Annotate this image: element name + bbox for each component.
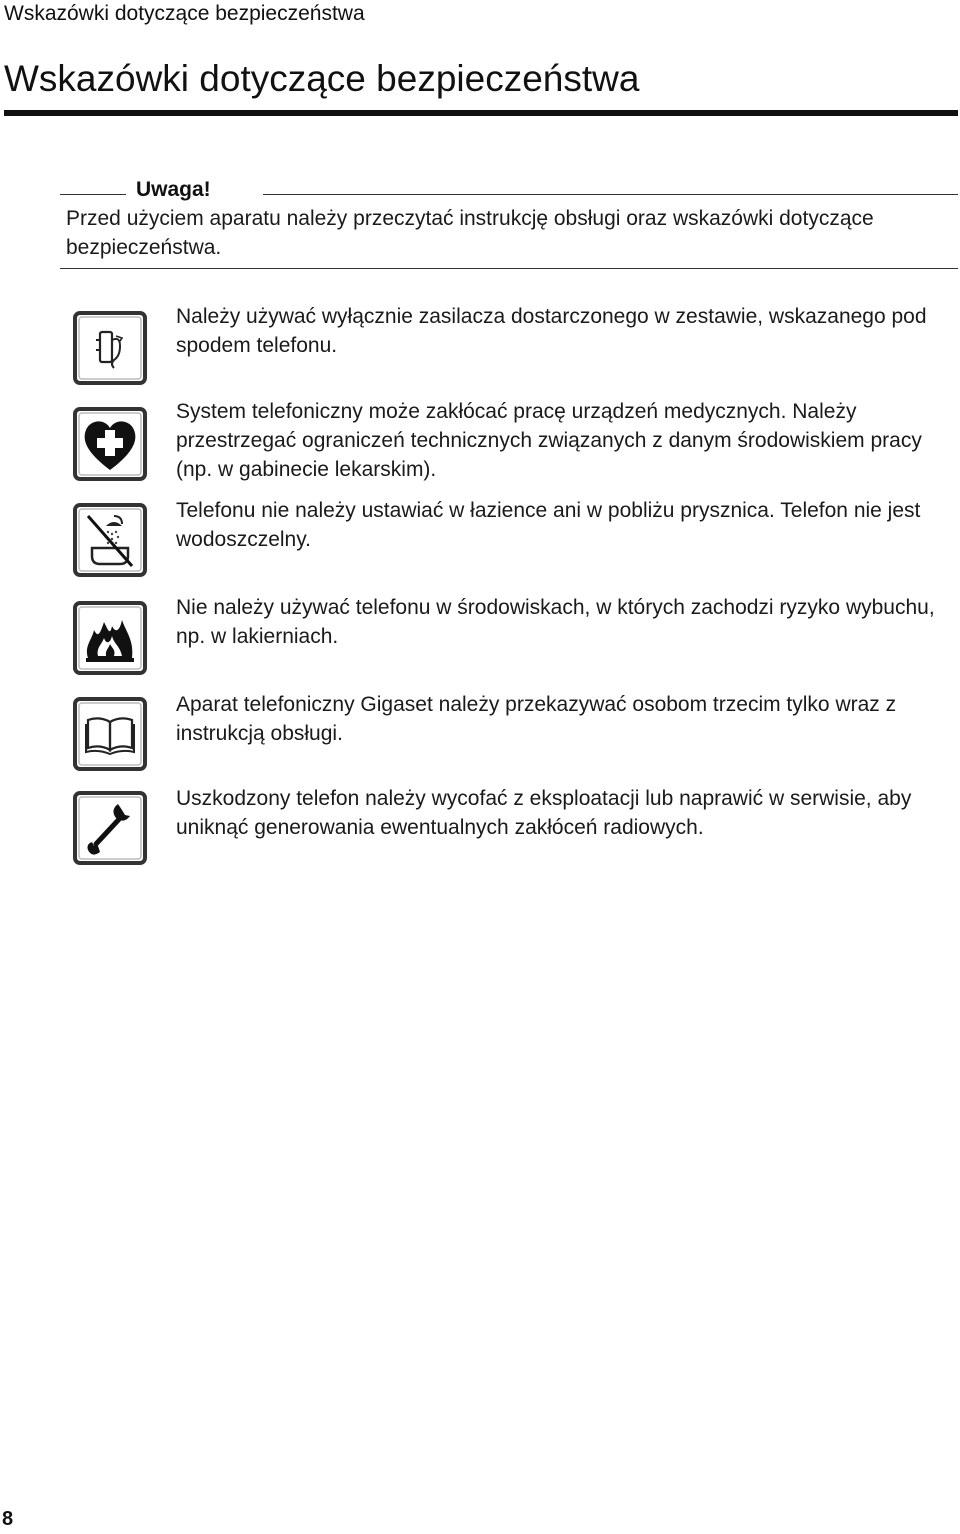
notice-text: Przed użyciem aparatu należy przeczytać instrukcję obsługi oraz wskazówki dotyczące bezpieczeństwa.	[66, 207, 874, 259]
no-shower-icon	[72, 502, 148, 578]
page-title: Wskazówki dotyczące bezpieczeństwa	[4, 58, 640, 99]
title-rule	[4, 110, 958, 116]
item-text-adapter: Należy używać wyłącznie zasilacza dostarczonego w zestawie, wskazanego pod spodem telefonu.	[176, 305, 927, 357]
item-text-medical: System telefoniczny może zakłócać pracę urządzeń medycznych. Należy przestrzegać ograniczeń technicznych związanych z danym środowiskiem pracy (np. w gabinecie lekarskim).	[176, 400, 922, 481]
notice-rule-right	[263, 194, 958, 195]
notice-rule-left	[60, 194, 126, 195]
running-header: Wskazówki dotyczące bezpieczeństwa	[4, 2, 365, 25]
power-adapter-icon	[72, 310, 148, 386]
item-text-shower: Telefonu nie należy ustawiać w łazience ani w pobliżu prysznica. Telefon nie jest wodoszczelny.	[176, 499, 921, 551]
fire-hazard-icon	[72, 600, 148, 676]
page-number: 8	[2, 1508, 14, 1530]
notice-rule-bottom	[60, 268, 958, 269]
notice-label: Uwaga!	[136, 178, 211, 201]
item-text-explosion: Nie należy używać telefonu w środowiskach, w których zachodzi ryzyko wybuchu, np. w lakierniach.	[176, 596, 935, 648]
item-text-gigaset: Aparat telefoniczny Gigaset należy przekazywać osobom trzecim tylko wraz z instrukcją obsługi.	[176, 693, 897, 745]
medical-heart-icon	[72, 406, 148, 482]
wrench-icon	[72, 790, 148, 866]
book-icon	[72, 696, 148, 772]
item-text-repair: Uszkodzony telefon należy wycofać z eksploatacji lub naprawić w serwisie, aby uniknąć generowania ewentualnych zakłóceń radiowych.	[176, 787, 912, 839]
